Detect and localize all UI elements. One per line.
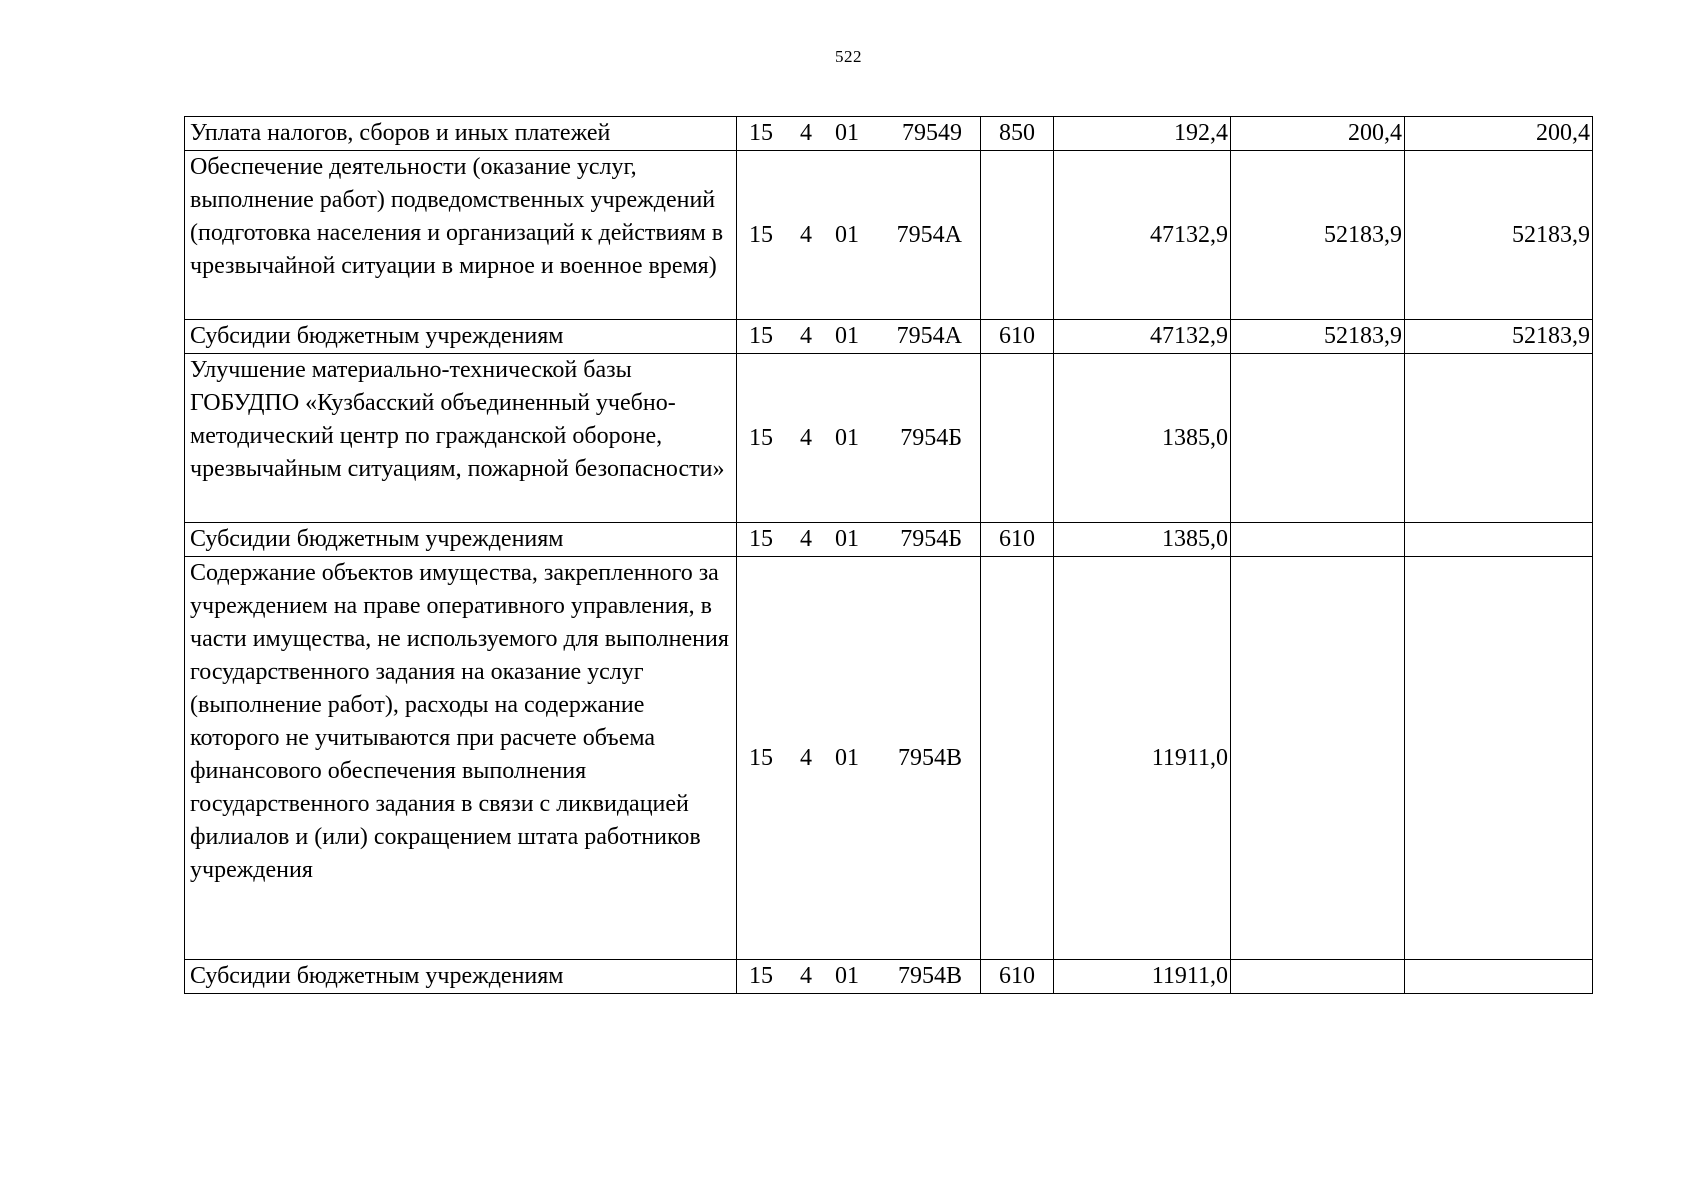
row-description: Улучшение материально-технической базы ГОБУДПО «Кузбасский объединенный учебно-методический центр по гражданской обороне, чрезвычайным ситуациям, пожарной безопасности» — [185, 354, 737, 523]
amount-year-3 — [1405, 354, 1593, 523]
code-program: 15 — [749, 221, 773, 248]
amount-year-2 — [1231, 354, 1405, 523]
code-main-measure: 01 — [835, 744, 859, 771]
table-row — [185, 151, 1593, 320]
code-main-measure: 01 — [835, 526, 859, 552]
code-direction: 7954В — [897, 963, 962, 989]
code-subprogram: 4 — [800, 323, 812, 349]
table-row — [185, 354, 1593, 523]
classification-codes — [737, 523, 981, 557]
code-program: 15 — [749, 323, 773, 349]
code-program: 15 — [749, 120, 773, 146]
classification-codes — [737, 151, 981, 320]
code-subprogram: 4 — [800, 424, 812, 451]
amount-year-2: 200,4 — [1231, 117, 1405, 151]
code-program: 15 — [749, 744, 773, 771]
code-main-measure: 01 — [835, 963, 859, 989]
amount-year-1: 1385,0 — [1054, 523, 1231, 557]
code-main-measure: 01 — [835, 424, 859, 451]
classification-codes — [737, 557, 981, 960]
table-row — [185, 320, 1593, 354]
row-description: Субсидии бюджетным учреждениям — [185, 960, 737, 994]
row-description: Субсидии бюджетным учреждениям — [185, 523, 737, 557]
expense-type — [981, 151, 1054, 320]
expense-type: 850 — [981, 117, 1054, 151]
amount-year-3: 52183,9 — [1405, 151, 1593, 320]
amount-year-2: 52183,9 — [1231, 320, 1405, 354]
classification-codes — [737, 117, 981, 151]
expense-type: 610 — [981, 523, 1054, 557]
code-program: 15 — [749, 963, 773, 989]
code-main-measure: 01 — [835, 120, 859, 146]
amount-year-1: 47132,9 — [1054, 151, 1231, 320]
row-description: Субсидии бюджетным учреждениям — [185, 320, 737, 354]
row-description: Содержание объектов имущества, закрепленного за учреждением на праве оперативного управления, в части имущества, не используемого для выполнения государственного задания на оказание услуг (выполнение работ), расходы на содержание которого не учитываются при расчете объема финансового обеспечения выполнения государственного задания в связи с ликвидацией филиалов и (или) сокращением штата работников учреждения — [185, 557, 737, 960]
code-direction: 7954А — [896, 323, 962, 349]
amount-year-2 — [1231, 960, 1405, 994]
code-program: 15 — [749, 526, 773, 552]
table-row — [185, 960, 1593, 994]
classification-codes — [737, 320, 981, 354]
classification-codes — [737, 960, 981, 994]
code-main-measure: 01 — [835, 221, 859, 248]
code-subprogram: 4 — [800, 221, 812, 248]
expense-type — [981, 557, 1054, 960]
code-subprogram: 4 — [800, 120, 812, 146]
amount-year-2 — [1231, 557, 1405, 960]
page-number: 522 — [835, 47, 862, 66]
amount-year-1: 1385,0 — [1054, 354, 1231, 523]
expense-type — [981, 354, 1054, 523]
amount-year-3 — [1405, 960, 1593, 994]
classification-codes — [737, 354, 981, 523]
code-main-measure: 01 — [835, 323, 859, 349]
table-row — [185, 523, 1593, 557]
code-program: 15 — [749, 424, 773, 451]
row-description: Обеспечение деятельности (оказание услуг, выполнение работ) подведомственных учреждений (подготовка населения и организаций к действиям в чрезвычайной ситуации в мирное и военное время) — [185, 151, 737, 320]
amount-year-3: 52183,9 — [1405, 320, 1593, 354]
amount-year-1: 11911,0 — [1054, 960, 1231, 994]
code-direction: 79549 — [902, 120, 962, 146]
amount-year-3: 200,4 — [1405, 117, 1593, 151]
code-direction: 7954Б — [900, 424, 962, 451]
amount-year-1: 11911,0 — [1054, 557, 1231, 960]
amount-year-1: 192,4 — [1054, 117, 1231, 151]
code-subprogram: 4 — [800, 963, 812, 989]
code-direction: 7954Б — [900, 526, 962, 552]
code-subprogram: 4 — [800, 526, 812, 552]
code-direction: 7954В — [897, 744, 962, 771]
budget-table — [184, 116, 1593, 994]
amount-year-3 — [1405, 557, 1593, 960]
row-description: Уплата налогов, сборов и иных платежей — [185, 117, 737, 151]
expense-type: 610 — [981, 960, 1054, 994]
amount-year-2: 52183,9 — [1231, 151, 1405, 320]
code-subprogram: 4 — [800, 744, 812, 771]
table-row — [185, 117, 1593, 151]
code-direction: 7954А — [896, 221, 962, 248]
amount-year-2 — [1231, 523, 1405, 557]
amount-year-3 — [1405, 523, 1593, 557]
table-row — [185, 557, 1593, 960]
expense-type: 610 — [981, 320, 1054, 354]
amount-year-1: 47132,9 — [1054, 320, 1231, 354]
